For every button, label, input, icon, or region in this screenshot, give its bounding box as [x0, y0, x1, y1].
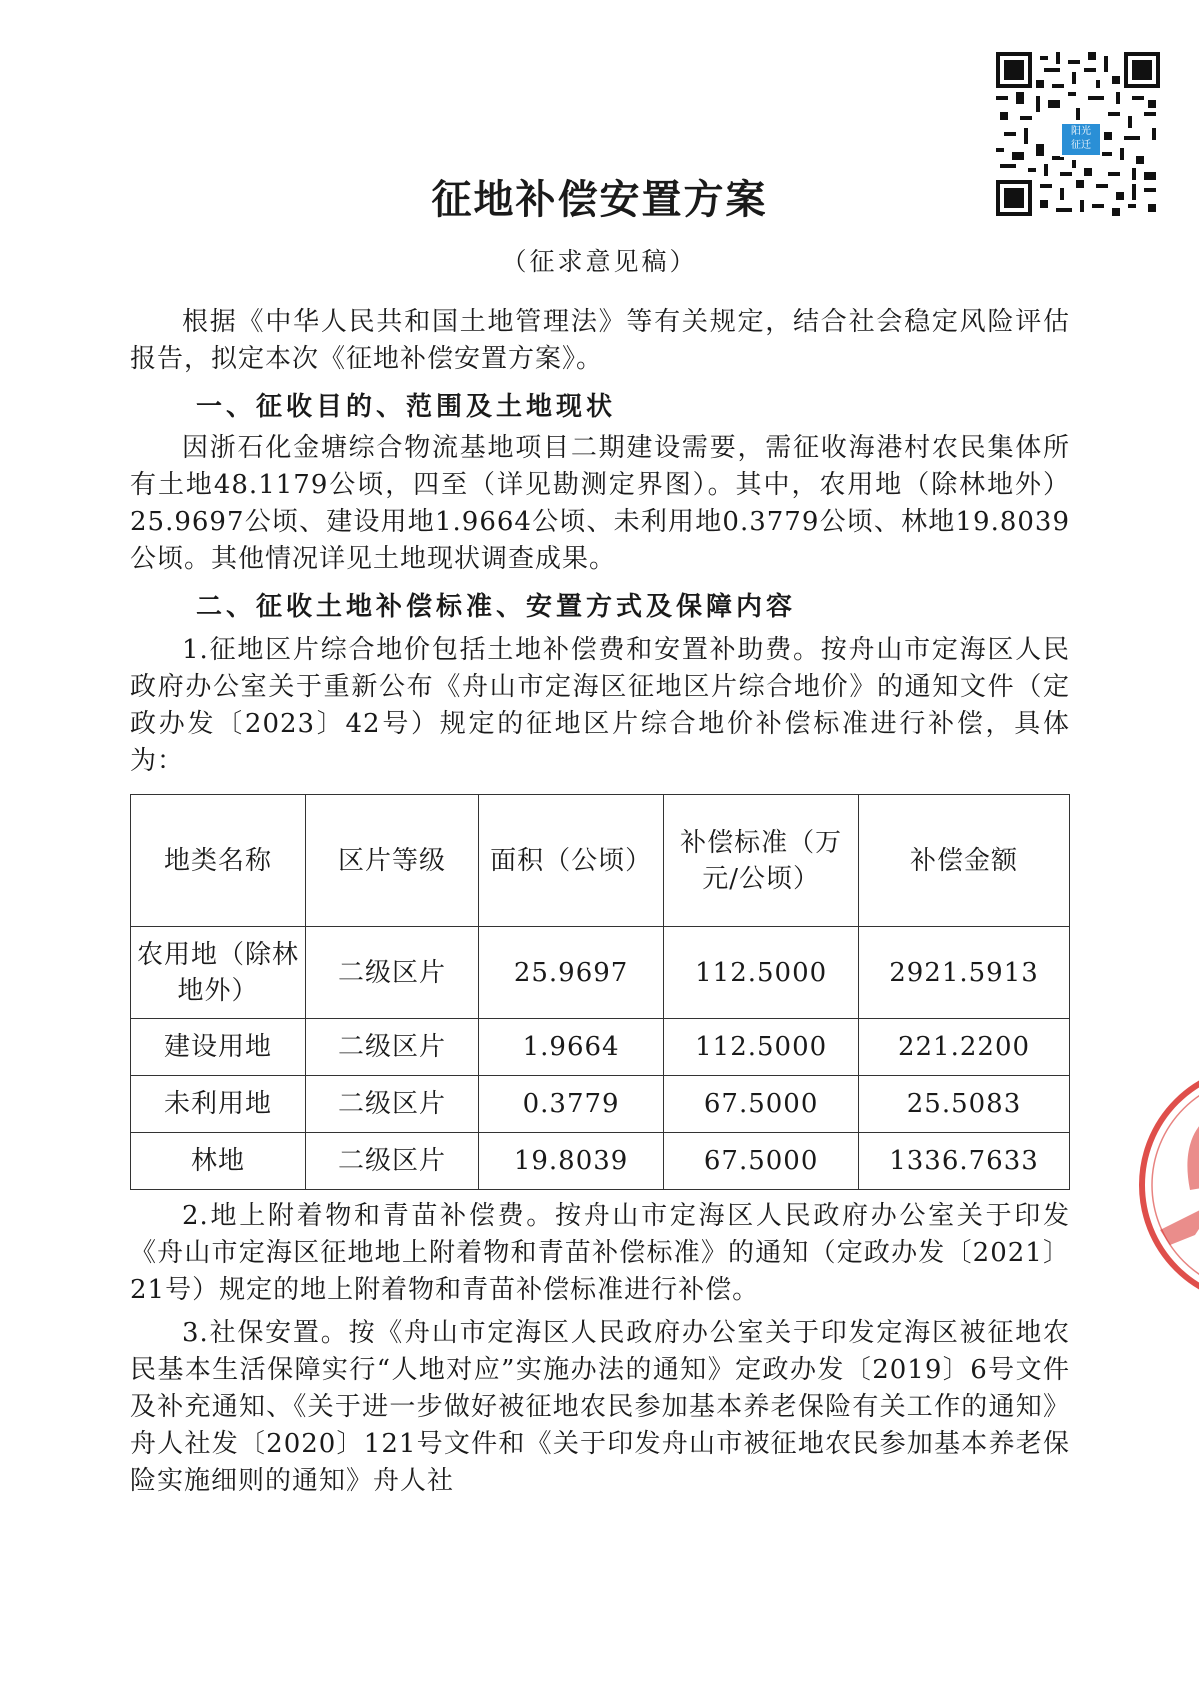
header-land-type: 地类名称: [131, 795, 306, 927]
header-amount: 补偿金额: [859, 795, 1070, 927]
table-row: [131, 1019, 1070, 1076]
cell-standard: 112.5000: [664, 1019, 859, 1076]
header-standard: 补偿标准（万元/公顷）: [664, 795, 859, 927]
table-header-row: [131, 795, 1070, 927]
section1-heading: 一、征收目的、范围及土地现状: [196, 392, 617, 422]
cell-area: 25.9697: [478, 927, 663, 1019]
qr-badge-line2: 征迁: [1071, 140, 1091, 151]
cell-land-type: 林地: [131, 1133, 306, 1190]
cell-area: 0.3779: [478, 1076, 663, 1133]
cell-standard: 67.5000: [664, 1133, 859, 1190]
cell-land-type: 未利用地: [131, 1076, 306, 1133]
table-row: [131, 1076, 1070, 1133]
document-title: 征地补偿安置方案: [431, 177, 768, 223]
header-area: 面积（公顷）: [478, 795, 663, 927]
cell-amount: 221.2200: [859, 1019, 1070, 1076]
cell-amount: 1336.7633: [859, 1133, 1070, 1190]
item2-paragraph: 2.地上附着物和青苗补偿费。按舟山市定海区人民政府办公室关于印发《舟山市定海区征地地上附着物和青苗补偿标准》的通知（定政办发〔2021〕21号）规定的地上附着物和青苗补偿标准进行补偿。: [130, 1201, 1070, 1305]
official-seal-graphic: [1110, 1060, 1199, 1310]
qr-badge-line1: 阳光: [1071, 126, 1091, 137]
section2-heading: 二、征收土地补偿标准、安置方式及保障内容: [196, 592, 797, 622]
cell-land-type: 农用地（除林地外）: [131, 927, 306, 1019]
cell-land-type: 建设用地: [131, 1019, 306, 1076]
cell-zone-grade: 二级区片: [306, 1076, 479, 1133]
cell-amount: 25.5083: [859, 1076, 1070, 1133]
cell-area: 19.8039: [478, 1133, 663, 1190]
cell-area: 1.9664: [478, 1019, 663, 1076]
table-row: [131, 927, 1070, 1019]
cell-zone-grade: 二级区片: [306, 1133, 479, 1190]
table-row: [131, 1133, 1070, 1190]
compensation-table: [130, 794, 1070, 1190]
cell-standard: 112.5000: [664, 927, 859, 1019]
official-seal: [1110, 1060, 1199, 1310]
cell-zone-grade: 二级区片: [306, 1019, 479, 1076]
cell-zone-grade: 二级区片: [306, 927, 479, 1019]
cell-standard: 67.5000: [664, 1076, 859, 1133]
cell-amount: 2921.5913: [859, 927, 1070, 1019]
document-subtitle: （征求意见稿）: [501, 247, 698, 276]
intro-paragraph: 根据《中华人民共和国土地管理法》等有关规定，结合社会稳定风险评估报告，拟定本次《征地补偿安置方案》。: [130, 307, 1070, 374]
item1-paragraph: 1.征地区片综合地价包括土地补偿费和安置补助费。按舟山市定海区人民政府办公室关于重新公布《舟山市定海区征地区片综合地价》的通知文件（定政办发〔2023〕42号）规定的征地区片综合地价补偿标准进行补偿，具体为：: [130, 635, 1070, 776]
item3-paragraph: 3.社保安置。按《舟山市定海区人民政府办公室关于印发定海区被征地农民基本生活保障实行“人地对应”实施办法的通知》定政办发〔2019〕6号文件及补充通知、《关于进一步做好被征地农民参加基本养老保险有关工作的通知》舟人社发〔2020〕121号文件和《关于印发舟山市被征地农民参加基本养老保险实施细则的通知》舟人社: [130, 1318, 1070, 1496]
qr-badge: [1060, 122, 1102, 157]
header-zone-grade: 区片等级: [306, 795, 479, 927]
section1-paragraph: 因浙石化金塘综合物流基地项目二期建设需要，需征收海港村农民集体所有土地48.1179公顷，四至（详见勘测定界图）。其中，农用地（除林地外）25.9697公顷、建设用地1.9664公顷、未利用地0.3779公顷、林地19.8039公顷。其他情况详见土地现状调查成果。: [130, 433, 1070, 574]
